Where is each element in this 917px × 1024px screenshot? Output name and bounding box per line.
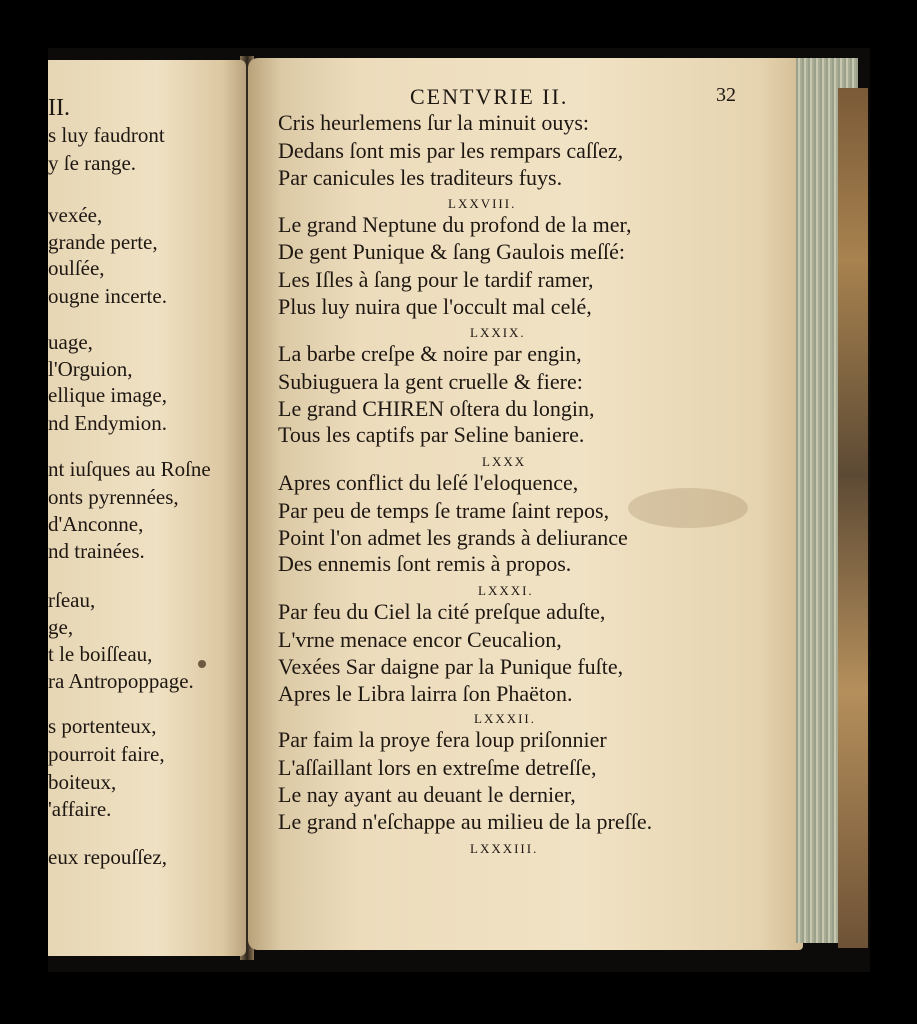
verse-line: Apres le Libra lairra ſon Phaëton. bbox=[278, 681, 573, 706]
left-line: uage, bbox=[48, 330, 93, 354]
verse-line: Tous les captifs par Seline baniere. bbox=[278, 422, 585, 447]
verse-line: Plus luy nuira que l'occult mal celé, bbox=[278, 294, 592, 319]
left-line: s portenteux, bbox=[48, 714, 157, 738]
left-line: y ſe range. bbox=[48, 151, 137, 175]
verse-line: Par faim la proye fera loup priſonnier bbox=[278, 727, 607, 752]
verse-line: Le nay ayant au deuant le dernier, bbox=[278, 782, 576, 807]
left-line: vexée, bbox=[48, 203, 103, 227]
quatrain-number: LXXX bbox=[482, 454, 527, 469]
verse-line: Apres conflict du leſé l'eloquence, bbox=[278, 470, 579, 495]
verse-line: Par canicules les traditeurs fuys. bbox=[278, 165, 563, 190]
left-line: grande perte, bbox=[48, 230, 158, 254]
quatrain-number: LXXVIII. bbox=[448, 196, 517, 211]
marbled-cover bbox=[838, 88, 868, 948]
left-line: t le boiſſeau, bbox=[48, 642, 153, 666]
verse-line: Par feu du Ciel la cité preſque aduſte, bbox=[278, 599, 606, 624]
left-line: ge, bbox=[48, 615, 74, 639]
verse-line: Le grand Neptune du profond de la mer, bbox=[278, 212, 632, 237]
left-line: rſeau, bbox=[48, 588, 96, 612]
left-line: oulſée, bbox=[48, 256, 105, 280]
quatrain-number: LXXIX. bbox=[470, 325, 526, 340]
verse-line: La barbe creſpe & noire par engin, bbox=[278, 341, 582, 366]
verse-line: Par peu de temps ſe trame ſaint repos, bbox=[278, 498, 610, 523]
left-line: d'Anconne, bbox=[48, 512, 144, 536]
quatrain-number: LXXXIII. bbox=[470, 841, 539, 856]
left-line: nd trainées. bbox=[48, 539, 145, 563]
running-head: CENTVRIE II. bbox=[410, 84, 569, 109]
left-line: eux repouſſez, bbox=[48, 845, 167, 869]
verse-line: L'vrne menace encor Ceucalion, bbox=[278, 627, 562, 652]
verse-line: Subiuguera la gent cruelle & fiere: bbox=[278, 369, 583, 394]
verse-line: Le grand n'eſchappe au milieu de la preſſe. bbox=[278, 809, 653, 834]
bleed-through bbox=[628, 488, 748, 528]
verse-line: Point l'on admet les grands à deliurance bbox=[278, 525, 628, 550]
verse-line: Vexées Sar daigne par la Punique fuſte, bbox=[278, 654, 624, 679]
left-line: l'Orguion, bbox=[48, 357, 133, 381]
quatrain-number: LXXXII. bbox=[474, 711, 537, 726]
left-line: ra Antropoppage. bbox=[48, 669, 194, 693]
left-line: ellique image, bbox=[48, 383, 167, 407]
right-page bbox=[248, 58, 803, 950]
left-line: 'affaire. bbox=[48, 797, 112, 821]
verse-line: Des ennemis ſont remis à propos. bbox=[278, 551, 572, 576]
ink-spot bbox=[198, 660, 206, 668]
left-line: boiteux, bbox=[48, 770, 117, 794]
verse-line: Le grand CHIREN oſtera du longin, bbox=[278, 396, 595, 421]
verse-line: De gent Punique & ſang Gaulois meſſé: bbox=[278, 239, 626, 264]
left-page bbox=[48, 60, 246, 956]
verse-line: Cris heurlemens ſur la minuit ouys: bbox=[278, 110, 590, 135]
verse-line: Les Iſles à ſang pour le tardif ramer, bbox=[278, 267, 594, 292]
verse-line: L'aſſaillant lors en extreſme detreſſe, bbox=[278, 755, 597, 780]
left-line: pourroit faire, bbox=[48, 742, 165, 766]
left-line: II. bbox=[48, 95, 70, 121]
verse-line: Dedans ſont mis par les rempars caſſez, bbox=[278, 138, 624, 163]
left-line: nd Endymion. bbox=[48, 411, 167, 435]
quatrain-number: LXXXI. bbox=[478, 583, 534, 598]
left-line: s luy faudront bbox=[48, 123, 165, 147]
left-line: ougne incerte. bbox=[48, 284, 167, 308]
book-photo bbox=[48, 48, 870, 972]
left-line: onts pyrennées, bbox=[48, 485, 179, 509]
page-number: 32 bbox=[716, 84, 736, 106]
left-line: nt iuſques au Roſne bbox=[48, 457, 211, 481]
